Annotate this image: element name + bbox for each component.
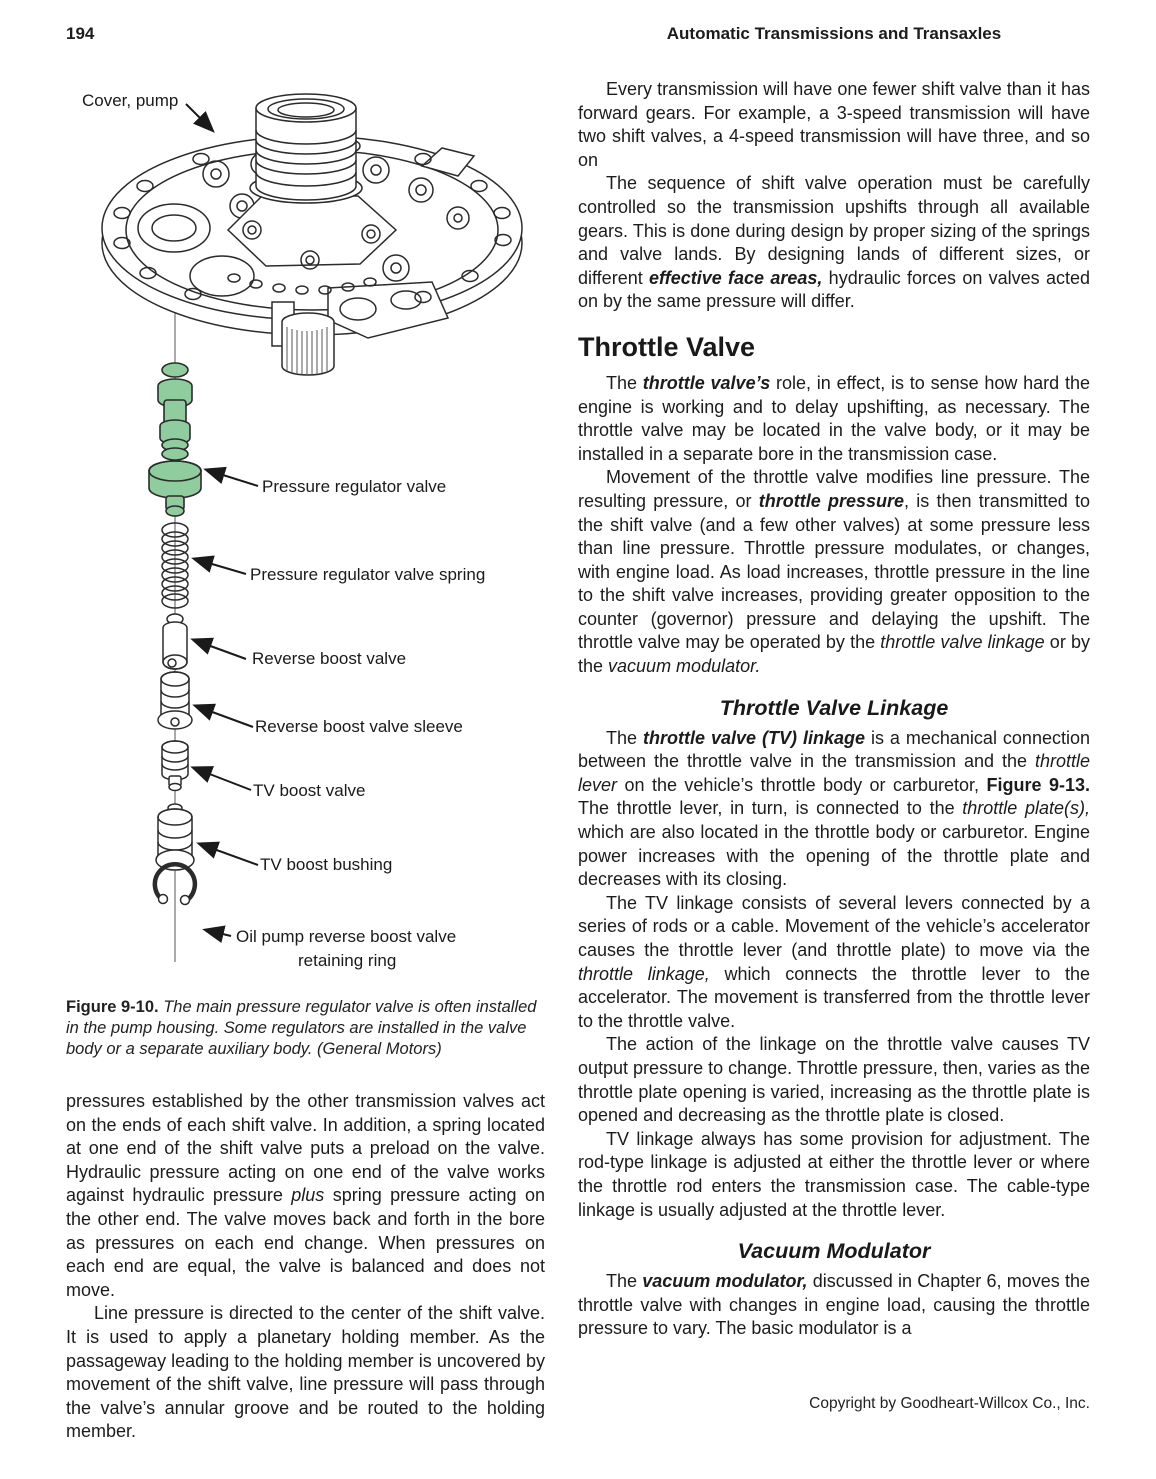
tv-boost-valve-arrow	[194, 768, 251, 790]
copyright-line: Copyright by Goodheart-Willcox Co., Inc.	[809, 1395, 1090, 1412]
reverse-boost-valve-arrow	[194, 640, 246, 659]
paragraph: The vacuum modulator, discussed in Chapter 6, moves the throttle valve with changes in engine load, causing the throttle pressure to vary. The basic modulator is a	[578, 1271, 1090, 1339]
label-pressure-regulator-valve: Pressure regulator valve	[262, 477, 447, 496]
tv-boost-bushing-part	[156, 804, 194, 870]
cover-pump-arrow	[186, 104, 212, 130]
label-tv-boost-valve: TV boost valve	[253, 781, 366, 800]
label-cover-pump: Cover, pump	[82, 91, 179, 110]
subsection-heading-throttle-valve-linkage: Throttle Valve Linkage	[719, 695, 949, 720]
pressure-regulator-valve-part	[149, 363, 201, 516]
figure-caption-label: Figure 9-10.	[66, 998, 159, 1016]
section-heading-throttle-valve: Throttle Valve	[578, 331, 756, 362]
reverse-boost-valve-part	[163, 614, 187, 669]
label-retaining-ring-line2: retaining ring	[298, 951, 397, 970]
label-tv-boost-bushing: TV boost bushing	[260, 855, 393, 874]
figure-caption-text: The main pressure regulator valve is often installed in the pump housing. Some regulators are installed in the valve body or a separate auxiliary body. (General Motors)	[66, 998, 537, 1058]
figure-caption	[66, 997, 546, 1060]
left-column	[66, 78, 545, 1444]
label-retaining-ring-line1: Oil pump reverse boost valve	[236, 927, 457, 946]
sleeve-arrow	[196, 706, 253, 727]
left-column-body	[66, 1090, 545, 1444]
retaining-ring-arrow	[206, 930, 231, 936]
figure-9-10	[66, 78, 546, 1060]
tv-boost-valve-part	[162, 741, 188, 791]
paragraph: Line pressure is directed to the center of the shift valve. It is used to apply a planetary holding member. As the passageway leading to the holding member is uncovered by movement of the shift valve, line pressure will pass through the valve’s annular groove and be routed to the holding member.	[66, 1303, 545, 1442]
page-number: 194	[66, 24, 95, 43]
label-reverse-boost-valve-sleeve: Reverse boost valve sleeve	[255, 717, 463, 736]
pump-cover-drawing	[102, 94, 522, 375]
label-reverse-boost-valve: Reverse boost valve	[252, 649, 407, 668]
paragraph: Movement of the throttle valve modifies line pressure. The resulting pressure, or throttle pressure, is then transmitted to the shift valve (and a few other valves) at some pressure less than line pressure. Throttle pressure modulates, or changes, with engine load. As load increases, throttle pressure in the line to the shift valve increases, providing greater opposition to the counter (governor) pressure and delaying the upshift. The throttle valve may be operated by the throttle valve linkage or by the vacuum modulator.	[578, 467, 1090, 677]
paragraph: The sequence of shift valve operation must be carefully controlled so the transmission upshifts through all available gears. This is done during design by proper sizing of the springs and valve lands. By designing lands of different sizes, or different effective face areas, hydraulic forces on valves acted on by the same pressure will differ.	[578, 173, 1090, 312]
spring-arrow	[195, 559, 246, 574]
pressure-regulator-valve-arrow	[207, 470, 258, 486]
paragraph: Every transmission will have one fewer shift valve than it has forward gears. For example, a 3-speed transmission will have two shift valves, a 4-speed transmission will have three, and so on	[578, 79, 1090, 170]
paragraph: The throttle valve (TV) linkage is a mechanical connection between the throttle valve in the transmission and the throttle lever on the vehicle’s throttle body or carburetor, Figure 9-13. The throttle lever, in turn, is connected to the throttle plate(s), which are also located in the throttle body or carburetor. Engine power increases with the opening of the throttle plate and decreases with its closing.	[578, 727, 1090, 890]
subsection-heading-vacuum-modulator: Vacuum Modulator	[737, 1239, 931, 1264]
page-header	[66, 24, 1090, 44]
tv-boost-bushing-arrow	[200, 844, 258, 865]
pump-exploded-diagram	[66, 78, 546, 978]
paragraph: The action of the linkage on the throttle valve causes TV output pressure to change. Throttle pressure, then, varies as the throttle plate opening is varied, increasing as the throttle plate is opened and decreasing as the throttle plate is closed.	[578, 1034, 1090, 1126]
paragraph: TV linkage always has some provision for adjustment. The rod-type linkage is adjusted at either the throttle lever or where the throttle rod enters the transmission case. The cable-type linkage is usually adjusted at the throttle lever.	[578, 1128, 1090, 1220]
right-column	[578, 78, 1090, 1444]
running-title: Automatic Transmissions and Transaxles	[666, 24, 1002, 43]
paragraph: pressures established by the other transmission valves act on the ends of each shift valve. In addition, a spring located at one end of the shift valve puts a preload on the valve. Hydraulic pressure acting on one end of the valve works against hydraulic pressure plus spring pressure acting on the other end. The valve moves back and forth in the bore as pressures on each end change. When pressures on each end are equal, the valve is balanced and does not move.	[66, 1091, 545, 1300]
label-pressure-regulator-valve-spring: Pressure regulator valve spring	[250, 565, 486, 584]
reverse-boost-valve-sleeve-part	[158, 672, 192, 729]
paragraph: The TV linkage consists of several levers connected by a series of rods or a cable. Movement of the vehicle’s accelerator causes the throttle lever (and throttle plate) to move via the throttle linkage, which connects the throttle lever to the accelerator. The movement is transferred from the throttle lever to the throttle valve.	[578, 892, 1090, 1031]
paragraph: The throttle valve’s role, in effect, is to sense how hard the engine is working and to delay upshifting, as necessary. The throttle valve may be located in the valve body, or it may be installed in a separate bore in the transmission case.	[578, 372, 1090, 464]
